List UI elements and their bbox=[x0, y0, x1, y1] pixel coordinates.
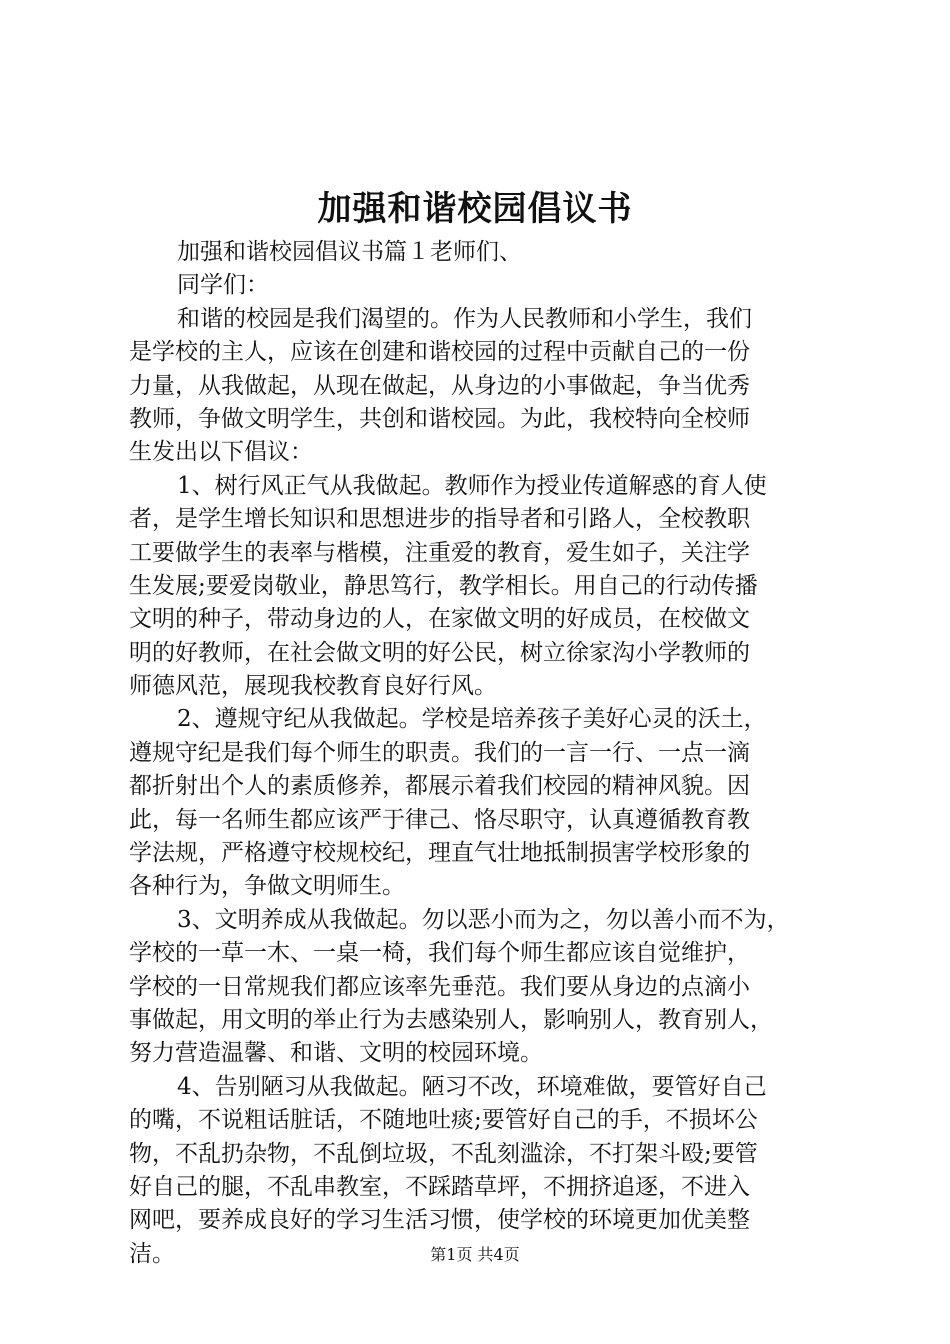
text-line: 学校的一草一木、一桌一椅，我们每个师生都应该自觉维护， bbox=[129, 940, 750, 967]
text-line: 教师，争做文明学生，共创和谐校园。为此，我校特向全校师 bbox=[129, 405, 750, 432]
text-line: 和谐的校园是我们渴望的。作为人民教师和小学生，我们 bbox=[177, 305, 752, 332]
text-line: 师德风范，展现我校教育良好行风。 bbox=[129, 673, 497, 700]
text-line: 努力营造温馨、和谐、文明的校园环境。 bbox=[129, 1040, 543, 1067]
text-line: 工要做学生的表率与楷模，注重爱的教育，爱生如子，关注学 bbox=[129, 539, 750, 566]
text-line: 加强和谐校园倡议书篇１老师们、 bbox=[177, 239, 522, 265]
text-line: 网吧，要养成良好的学习生活习惯，使学校的环境更加优美整 bbox=[129, 1207, 750, 1234]
text-line: 洁。 bbox=[129, 1240, 175, 1267]
text-line: 者，是学生增长知识和思想进步的指导者和引路人，全校教职 bbox=[129, 506, 750, 533]
text-line: 遵规守纪是我们每个师生的职责。我们的一言一行、一点一滴 bbox=[129, 739, 750, 766]
text-line: 的嘴，不说粗话脏话，不随地吐痰;要管好自己的手，不损坏公 bbox=[129, 1107, 758, 1134]
text-line: 各种行为，争做文明师生。 bbox=[129, 873, 405, 900]
text-line: 事做起，用文明的举止行为去感染别人，影响别人，教育别人， bbox=[129, 1006, 773, 1033]
text-line: 文明的种子，带动身边的人，在家做文明的好成员，在校做文 bbox=[129, 606, 750, 633]
document-body bbox=[129, 236, 829, 1271]
page-footer: 第1页 共4页 bbox=[430, 1245, 520, 1264]
text-line: 2、遵规守纪从我做起。学校是培养孩子美好心灵的沃土， bbox=[177, 706, 767, 733]
text-line: 物，不乱扔杂物，不乱倒垃圾，不乱刻滥涂，不打架斗殴;要管 bbox=[129, 1140, 758, 1167]
text-line: 都折射出个人的素质修养，都展示着我们校园的精神风貌。因 bbox=[129, 773, 750, 800]
text-line: 此，每一名师生都应该严于律己、恪尽职守，认真遵循教育教 bbox=[129, 806, 750, 833]
text-line: 是学校的主人，应该在创建和谐校园的过程中贡献自己的一份 bbox=[129, 339, 750, 366]
text-line: 生发展;要爱岗敬业，静思笃行，教学相长。用自己的行动传播 bbox=[129, 572, 758, 599]
text-line: 生发出以下倡议： bbox=[129, 439, 313, 466]
document-title: 加强和谐校园倡议书 bbox=[317, 189, 633, 229]
text-line: 同学们： bbox=[177, 272, 269, 299]
text-line: 明的好教师，在社会做文明的好公民，树立徐家沟小学教师的 bbox=[129, 639, 750, 666]
text-line: 4、告别陋习从我做起。陋习不改，环境难做，要管好自己 bbox=[177, 1073, 767, 1100]
text-line: 好自己的腿，不乱串教室，不踩踏草坪，不拥挤追逐，不进入 bbox=[129, 1173, 750, 1200]
text-line: 学校的一日常规我们都应该率先垂范。我们要从身边的点滴小 bbox=[129, 973, 750, 1000]
text-line: 1、树行风正气从我做起。教师作为授业传道解惑的育人使 bbox=[177, 472, 767, 499]
text-line: 力量，从我做起，从现在做起，从身边的小事做起，争当优秀 bbox=[129, 372, 750, 399]
text-line: 学法规，严格遵守校规校纪，理直气壮地抵制损害学校形象的 bbox=[129, 840, 750, 867]
text-line: 3、文明养成从我做起。勿以恶小而为之，勿以善小而不为， bbox=[177, 906, 790, 933]
